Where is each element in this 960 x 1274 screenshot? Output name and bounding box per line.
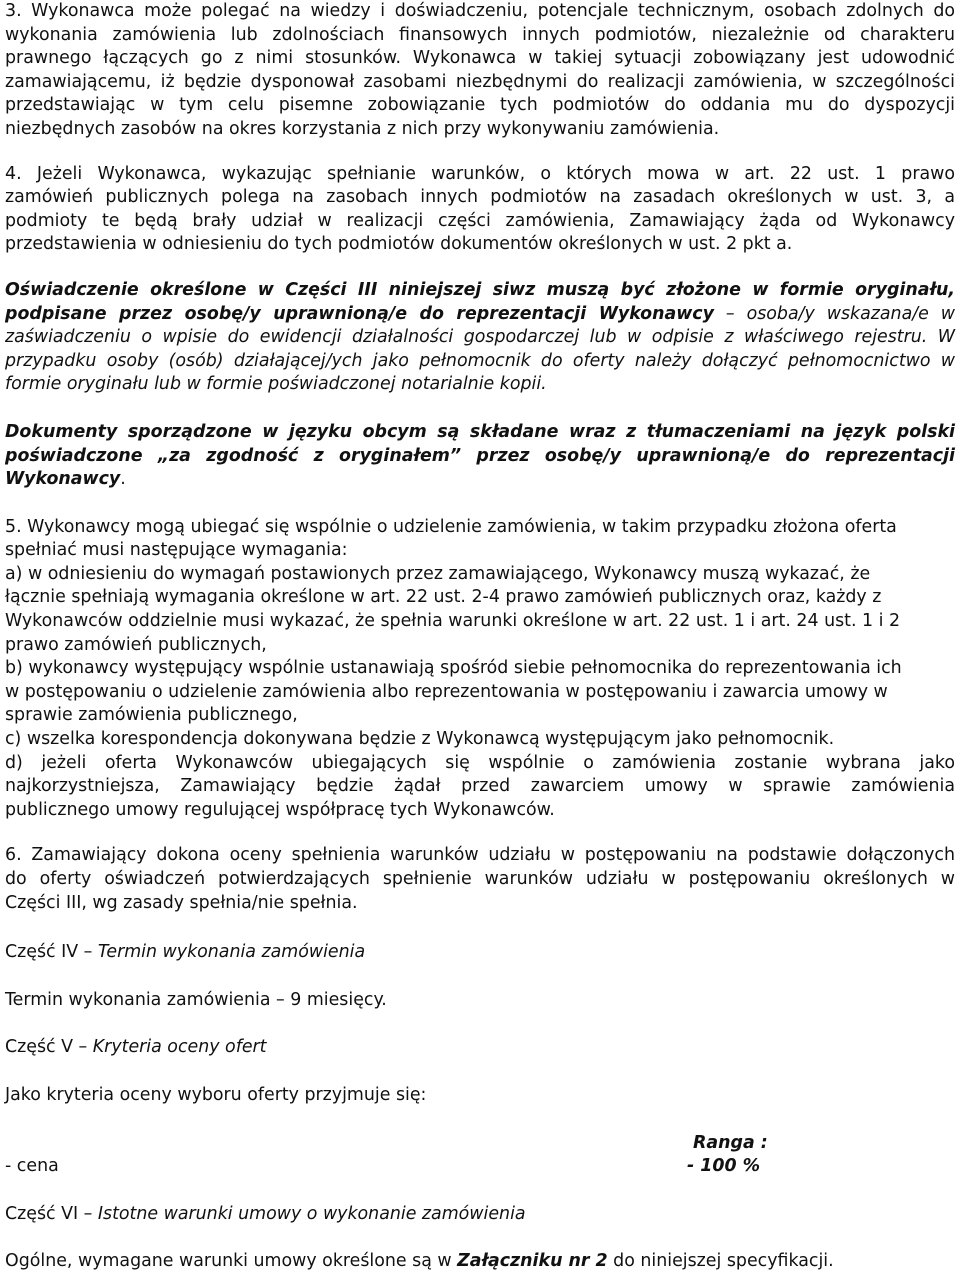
paragraph-4-line: 4. Jeżeli Wykonawca, wykazując spełnianie warunków, o których mowa w art. 22 ust. 1 prawo: [5, 163, 955, 184]
statement-line: zaświadczeniu o wpisie do ewidencji działalności gospodarczej lub w odpisie z właściwego rejestru. W: [5, 327, 955, 348]
paragraph-3-line: zamawiającemu, iż będzie dysponował zasobami niezbędnymi do realizacji zamówienia, w szczególności: [5, 71, 955, 92]
paragraph-6: [5, 844, 955, 915]
documents-line: poświadczone „za zgodność z oryginałem” przez osobę/y uprawnioną/e do reprezentacji: [5, 445, 955, 466]
paragraph-3-line: [5, 47, 955, 71]
attachment-reference: Załączniku nr 2: [457, 1251, 608, 1272]
criterion-name: - cena: [5, 1156, 59, 1177]
paragraph-5-line: Wykonawców oddzielnie musi wykazać, że spełnia warunki określone w art. 22 ust. 1 i art. 24 ust. 1 i 2: [5, 611, 901, 632]
part-4-prefix: Część IV –: [5, 942, 98, 963]
statement-line: formie oryginału lub w formie poświadczonej notarialnie kopii.: [5, 374, 547, 395]
paragraph-5-line: najkorzystniejsza, Zamawiający będzie żądał przed zawarciem umowy w sprawie zamówienia: [5, 776, 955, 797]
documents-bold-text: Wykonawcy: [5, 469, 121, 490]
paragraph-6-line: do oferty oświadczeń potwierdzających spełnienie warunków udziału w postępowaniu określonych w: [5, 869, 955, 889]
rank-label: Ranga :: [693, 1132, 768, 1153]
part-4-text: Termin wykonania zamówienia – 9 miesięcy.: [5, 989, 387, 1010]
documents-paragraph: [5, 421, 955, 492]
rank-header-row: [5, 1132, 955, 1156]
paragraph-3-text: prawnego łączących go z nimi stosunków.: [5, 48, 401, 69]
part-6-prefix: Część VI –: [5, 1203, 98, 1224]
statement-line: Oświadczenie określone w Części III niniejszej siwz muszą być złożone w formie oryginału,: [5, 279, 955, 300]
paragraph-5-line: prawo zamówień publicznych,: [5, 634, 267, 655]
part-5-title: Kryteria oceny ofert: [92, 1037, 267, 1058]
paragraph-5-line: publicznego umowy regulującej współpracę tych Wykonawców.: [5, 799, 555, 820]
paragraph-4-line: zamówień publicznych polega na zasobach innych podmiotów na zasadach określonych w ust. 3, a: [5, 187, 955, 208]
part-6-heading: [5, 1203, 955, 1227]
criterion-weight: - 100 %: [687, 1156, 761, 1177]
paragraph-5-line: b) wykonawcy występujący wspólnie ustanawiają spośród siebie pełnomocnika do reprezentowania ich: [5, 658, 902, 679]
paragraph-5-line: a) w odniesieniu do wymagań postawionych przez zamawiającego, Wykonawcy muszą wykazać, że: [5, 563, 871, 584]
paragraph-6-line: 6. Zamawiający dokona oceny spełnienia warunków udziału w postępowaniu na podstawie dołączonych: [5, 845, 955, 866]
part-6-text-c: do niniejszej specyfikacji.: [607, 1251, 834, 1272]
paragraph-5-line: łącznie spełniają wymagania określone w art. 22 ust. 2-4 prawo zamówień publicznych oraz, każdy z: [5, 587, 882, 608]
paragraph-5-line: d) jeżeli oferta Wykonawców ubiegających się wspólnie o zamówienia zostanie wybrana jako: [5, 752, 955, 773]
paragraph-3-line: 3. Wykonawca może polegać na wiedzy i doświadczeniu, potencjale technicznym, osobach zdolnych do: [5, 1, 955, 21]
paragraph-5: [5, 516, 955, 823]
part-5-prefix: Część V –: [5, 1037, 93, 1058]
documents-line: [5, 468, 955, 492]
paragraph-3-line: przedstawiając w tym celu pisemne zobowiązanie tych podmiotów do oddania mu do dyspozycji: [5, 95, 955, 116]
documents-period: .: [120, 469, 126, 490]
documents-line: Dokumenty sporządzone w języku obcym są składane wraz z tłumaczeniami na język polski: [5, 421, 955, 442]
paragraph-3-line: wykonania zamówienia lub zdolnościach finansowych innych podmiotów, niezależnie od charakteru: [5, 24, 955, 45]
statement-line: [5, 303, 955, 327]
paragraph-4-line: przedstawienia w odniesieniu do tych podmiotów dokumentów określonych w ust. 2 pkt a.: [5, 234, 793, 255]
paragraph-5-line: sprawie zamówienia publicznego,: [5, 705, 298, 726]
paragraph-5-line: spełniać musi następujące wymagania:: [5, 540, 348, 561]
criterion-row: [5, 1155, 955, 1179]
paragraph-3: [5, 0, 955, 142]
statement-paragraph: [5, 279, 955, 397]
paragraph-4-line: podmioty te będą brały udział w realizacji części zamówienia, Zamawiający żąda od Wykonawcy: [5, 210, 955, 231]
part-5-intro: Jako kryteria oceny wyboru oferty przyjmuje się:: [5, 1084, 427, 1105]
part-6-text-a: Ogólne, wymagane warunki umowy określone są w: [5, 1251, 458, 1272]
part-4-heading: [5, 941, 955, 965]
paragraph-3-line: niezbędnych zasobów na okres korzystania z nich przy wykonywaniu zamówienia.: [5, 118, 720, 139]
part-5-heading: [5, 1036, 955, 1060]
part-6-title: Istotne warunki umowy o wykonanie zamówienia: [97, 1203, 526, 1224]
part-6-text: [5, 1250, 955, 1274]
paragraph-3-text: Wykonawca w takiej sytuacji zobowiązany jest udowodnić: [400, 48, 955, 69]
paragraph-5-line: 5. Wykonawcy mogą ubiegać się wspólnie o udzielenie zamówienia, w takim przypadku złożona oferta: [5, 516, 897, 537]
paragraph-6-line: Części III, wg zasady spełnia/nie spełnia.: [5, 892, 358, 913]
paragraph-4: [5, 163, 955, 257]
statement-italic-text: – osoba/y wskazana/e w: [713, 303, 955, 324]
document-body: [5, 0, 955, 1274]
statement-bold-text: podpisane przez osobę/y uprawnioną/e do reprezentacji Wykonawcy: [5, 303, 714, 324]
part-4-title: Termin wykonania zamówienia: [97, 942, 366, 963]
statement-line: przypadku osoby (osób) działającej/ych jako pełnomocnik do oferty należy dołączyć pełnomocnictwo w: [5, 350, 955, 371]
paragraph-5-line: w postępowaniu o udzielenie zamówienia albo reprezentowania w postępowaniu i zawarcia umowy w: [5, 681, 888, 702]
paragraph-5-line: c) wszelka korespondencja dokonywana będzie z Wykonawcą występującym jako pełnomocnik.: [5, 729, 835, 750]
